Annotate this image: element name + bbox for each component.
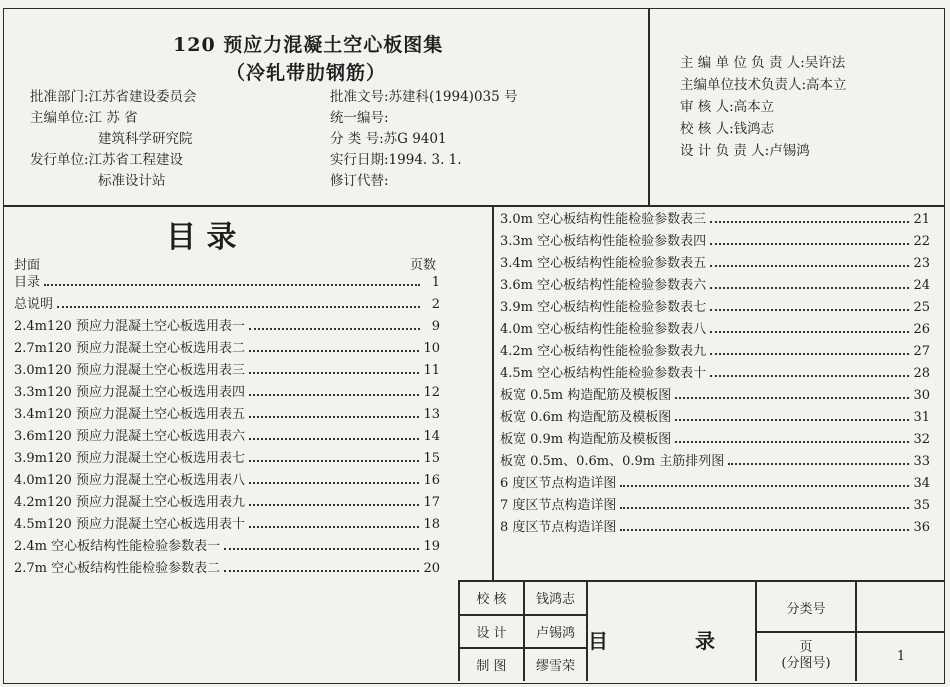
toc-entry-title: 4.2m120 预应力混凝土空心板选用表九	[14, 495, 245, 510]
toc-entry[interactable]	[500, 406, 930, 428]
header-divider	[3, 205, 945, 207]
toc-entry[interactable]	[14, 469, 440, 491]
effective-date: 实行日期:1994. 3. 1.	[330, 152, 462, 168]
toc-entry[interactable]	[500, 252, 930, 274]
tb-class-label: 分类号	[786, 601, 826, 617]
tb-drawing-name: 目 录	[588, 628, 755, 653]
toc-entry-title: 3.3m120 预应力混凝土空心板选用表四	[14, 385, 245, 400]
toc-entry-title: 板宽 0.6m 构造配筋及模板图	[500, 410, 672, 425]
leader-dots	[249, 416, 420, 418]
toc-entry-page: 14	[423, 429, 440, 444]
responsible-checker: 校 核 人:钱鸿志	[680, 121, 775, 137]
leader-dots	[675, 419, 909, 421]
leader-dots	[675, 397, 909, 399]
toc-entry-title: 7 度区节点构造详图	[500, 498, 617, 513]
leader-dots	[728, 463, 909, 465]
leader-dots	[710, 221, 909, 223]
tb-page-label	[757, 633, 855, 679]
leader-dots	[44, 284, 420, 286]
toc-entry-title: 3.6m 空心板结构性能检验参数表六	[500, 278, 707, 293]
leader-dots	[249, 350, 420, 352]
toc-entry[interactable]	[14, 315, 440, 337]
toc-entry-page: 20	[423, 561, 440, 576]
approval-number: 批准文号:苏建科(1994)035 号	[330, 89, 518, 105]
leader-dots	[710, 353, 909, 355]
tb-name-check: 钱鸿志	[535, 592, 575, 607]
toc-entry-title: 3.0m 空心板结构性能检验参数表三	[500, 212, 707, 227]
toc-entry[interactable]	[500, 384, 930, 406]
tb-role-draw: 制 图	[476, 659, 507, 674]
toc-entry[interactable]	[500, 450, 930, 472]
atlas-subtitle: （冷轧带肋钢筋）	[226, 62, 387, 84]
leader-dots	[620, 529, 909, 531]
leader-dots	[710, 265, 909, 267]
toc-entry[interactable]	[14, 293, 440, 315]
toc-entry[interactable]	[500, 516, 930, 538]
toc-entry-page: 12	[423, 385, 440, 400]
toc-entry[interactable]	[500, 428, 930, 450]
chief-editor-unit-cont: 建筑科学研究院	[98, 131, 193, 147]
toc-entry[interactable]	[14, 337, 440, 359]
leader-dots	[675, 441, 909, 443]
toc-entry[interactable]	[14, 271, 440, 293]
publisher-unit: 发行单位:江苏省工程建设	[30, 152, 184, 168]
leader-dots	[710, 243, 909, 245]
toc-entry-page: 32	[913, 432, 930, 447]
toc-entry-page: 24	[913, 278, 930, 293]
toc-page-column-label: 页数	[410, 258, 437, 273]
toc-entry-title: 4.5m120 预应力混凝土空心板选用表十	[14, 517, 245, 532]
toc-entry-page: 15	[423, 451, 440, 466]
toc-entry-page: 13	[423, 407, 440, 422]
responsible-chief-unit: 主 编 单 位 负 责 人:吴许法	[680, 55, 846, 71]
leader-dots	[620, 485, 909, 487]
toc-entry-title: 3.9m120 预应力混凝土空心板选用表七	[14, 451, 245, 466]
toc-entry-page: 28	[913, 366, 930, 381]
toc-entry[interactable]	[14, 491, 440, 513]
leader-dots	[57, 306, 420, 308]
atlas-title: 120 预应力混凝土空心板图集	[173, 34, 444, 56]
toc-entry-page: 31	[913, 410, 930, 425]
tb-page-label-sub: (分图号)	[781, 656, 831, 671]
approval-department: 批准部门:江苏省建设委员会	[30, 89, 197, 105]
toc-entry[interactable]	[500, 208, 930, 230]
responsible-reviewer: 审 核 人:高本立	[680, 99, 775, 115]
toc-entry-page: 11	[423, 363, 440, 378]
toc-entry[interactable]	[500, 318, 930, 340]
toc-heading: 目 录	[166, 220, 237, 255]
leader-dots	[249, 526, 420, 528]
toc-entry-page: 10	[423, 341, 440, 356]
leader-dots	[224, 548, 419, 550]
toc-entry-title: 3.3m 空心板结构性能检验参数表四	[500, 234, 707, 249]
responsible-technical: 主编单位技术负责人:高本立	[680, 77, 847, 93]
leader-dots	[620, 507, 909, 509]
leader-dots	[249, 328, 420, 330]
toc-entry[interactable]	[14, 403, 440, 425]
toc-entry[interactable]	[500, 362, 930, 384]
toc-entry-title: 2.4m 空心板结构性能检验参数表一	[14, 539, 221, 554]
toc-entry-title: 4.0m 空心板结构性能检验参数表八	[500, 322, 707, 337]
toc-column-divider	[492, 206, 494, 580]
tb-role-check: 校 核	[476, 592, 507, 607]
leader-dots	[710, 331, 909, 333]
toc-entry-page: 17	[423, 495, 440, 510]
responsible-designer: 设 计 负 责 人:卢锡鸿	[680, 143, 810, 159]
unified-number: 统一编号:	[330, 110, 389, 126]
toc-entry-title: 3.0m120 预应力混凝土空心板选用表三	[14, 363, 245, 378]
toc-entry-title: 2.7m 空心板结构性能检验参数表二	[14, 561, 221, 576]
toc-entry-page: 26	[913, 322, 930, 337]
toc-entry-page: 1	[431, 275, 440, 290]
toc-entry[interactable]	[14, 447, 440, 469]
leader-dots	[710, 309, 909, 311]
toc-entry-page: 23	[913, 256, 930, 271]
tb-page-label-main: 页	[799, 640, 813, 655]
toc-entry-title: 3.4m120 预应力混凝土空心板选用表五	[14, 407, 245, 422]
toc-entry[interactable]	[14, 535, 440, 557]
toc-entry[interactable]	[500, 230, 930, 252]
toc-entry-title: 2.4m120 预应力混凝土空心板选用表一	[14, 319, 245, 334]
toc-entry[interactable]	[14, 557, 440, 579]
toc-entry-page: 34	[913, 476, 930, 491]
toc-entry-page: 22	[913, 234, 930, 249]
chief-editor-unit: 主编单位:江 苏 省	[30, 110, 138, 126]
tb-name-draw: 缪雪荣	[535, 659, 575, 674]
toc-entry-title: 板宽 0.5m、0.6m、0.9m 主筋排列图	[500, 454, 725, 469]
toc-entry[interactable]	[14, 513, 440, 535]
toc-entry-title: 6 度区节点构造详图	[500, 476, 617, 491]
toc-entry-page: 9	[431, 319, 440, 334]
toc-entry-title: 总说明	[14, 297, 54, 312]
toc-entry-title: 板宽 0.9m 构造配筋及模板图	[500, 432, 672, 447]
header-right-divider	[648, 9, 650, 206]
toc-entry-page: 19	[423, 539, 440, 554]
toc-entry[interactable]	[14, 381, 440, 403]
toc-entry[interactable]	[500, 472, 930, 494]
leader-dots	[710, 375, 909, 377]
toc-entry-page: 27	[913, 344, 930, 359]
toc-cover-label: 封面	[14, 258, 41, 273]
tb-role-design: 设 计	[476, 625, 507, 641]
toc-entry-title: 3.4m 空心板结构性能检验参数表五	[500, 256, 707, 271]
leader-dots	[249, 460, 420, 462]
toc-entry-page: 16	[423, 473, 440, 488]
toc-entry-page: 21	[913, 212, 930, 227]
leader-dots	[224, 570, 419, 572]
leader-dots	[249, 438, 420, 440]
toc-entry[interactable]	[500, 340, 930, 362]
toc-entry-page: 33	[913, 454, 930, 469]
tb-name-design: 卢锡鸿	[535, 625, 575, 641]
toc-entry[interactable]	[14, 425, 440, 447]
toc-entry-title: 4.5m 空心板结构性能检验参数表十	[500, 366, 707, 381]
leader-dots	[710, 287, 909, 289]
toc-entry-title: 目录	[14, 275, 41, 290]
toc-entry-page: 2	[431, 297, 440, 312]
leader-dots	[249, 372, 420, 374]
toc-entry-page: 30	[913, 388, 930, 403]
tb-page-value: 1	[896, 648, 906, 664]
toc-entry-page: 36	[913, 520, 930, 535]
leader-dots	[249, 504, 420, 506]
leader-dots	[249, 482, 420, 484]
toc-entry-title: 2.7m120 预应力混凝土空心板选用表二	[14, 341, 245, 356]
publisher-unit-cont: 标准设计站	[98, 173, 166, 189]
toc-entry-title: 3.9m 空心板结构性能检验参数表七	[500, 300, 707, 315]
revision-replaces: 修订代替:	[330, 173, 389, 189]
toc-entry-title: 8 度区节点构造详图	[500, 520, 617, 535]
toc-entry-title: 3.6m120 预应力混凝土空心板选用表六	[14, 429, 245, 444]
classification-number: 分 类 号:苏G 9401	[330, 131, 447, 147]
leader-dots	[249, 394, 420, 396]
toc-entry[interactable]	[500, 494, 930, 516]
toc-entry-page: 18	[423, 517, 440, 532]
toc-entry-page: 25	[913, 300, 930, 315]
toc-entry-title: 4.0m120 预应力混凝土空心板选用表八	[14, 473, 245, 488]
toc-entry[interactable]	[500, 274, 930, 296]
toc-entry[interactable]	[500, 296, 930, 318]
toc-entry-title: 板宽 0.5m 构造配筋及模板图	[500, 388, 672, 403]
toc-entry-page: 35	[913, 498, 930, 513]
toc-entry-title: 4.2m 空心板结构性能检验参数表九	[500, 344, 707, 359]
toc-entry[interactable]	[14, 359, 440, 381]
